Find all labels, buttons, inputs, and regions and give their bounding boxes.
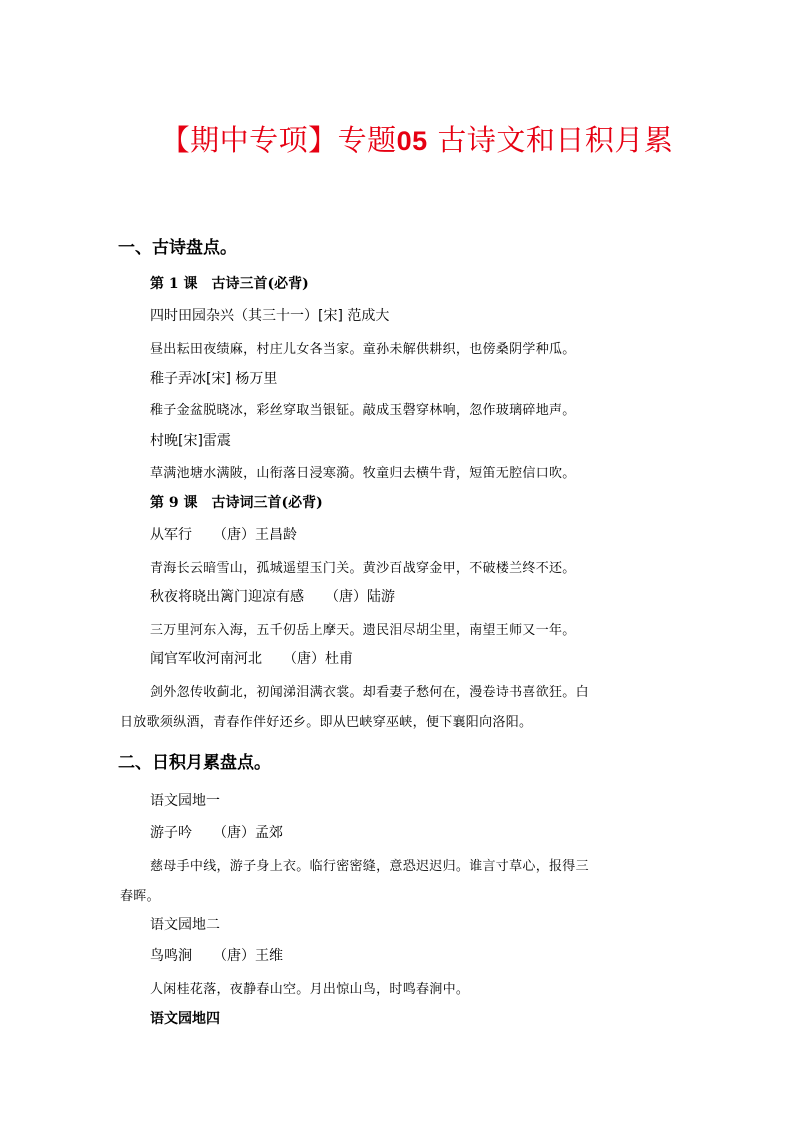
poem-title: 四时田园杂兴（其三十一）[宋] 范成大 [150, 308, 390, 324]
poem-text: 三万里河东入海，五千仞岳上摩天。遗民泪尽胡尘里，南望王师又一年。 [150, 623, 576, 638]
garden-heading: 语文园地四 [150, 1011, 220, 1027]
poem-title: 闻官军收河南河北 （唐）杜甫 [150, 651, 353, 667]
poem-text-line-2: 日放歌须纵酒，青春作伴好还乡。即从巴峡穿巫峡，便下襄阳向洛阳。 [120, 715, 533, 730]
poem-text: 草满池塘水满陂，山衔落日浸寒漪。牧童归去横牛背，短笛无腔信口吹。 [150, 466, 576, 481]
title-number: 05 [396, 126, 428, 156]
title-prefix: 【期中专项】专题 [160, 123, 397, 157]
poem-title: 稚子弄冰[宋] 杨万里 [150, 371, 278, 387]
poem-title: 村晚[宋]雷震 [150, 433, 231, 449]
poem-text: 稚子金盆脱晓冰，彩丝穿取当银钲。敲成玉磬穿林响，忽作玻璃碎地声。 [150, 403, 576, 418]
section-heading-daily: 二、日积月累盘点。 [118, 753, 271, 773]
poem-text: 青海长云暗雪山，孤城遥望玉门关。黄沙百战穿金甲，不破楼兰终不还。 [150, 561, 576, 576]
section-heading-poems: 一、古诗盘点。 [118, 238, 237, 258]
poem-text: 人闲桂花落，夜静春山空。月出惊山鸟，时鸣春涧中。 [150, 982, 470, 997]
poem-title: 秋夜将晓出篱门迎凉有感 （唐）陆游 [150, 589, 395, 605]
garden-heading: 语文园地一 [150, 793, 220, 809]
lesson-1-heading: 第 1 课 古诗三首(必背) [150, 276, 309, 292]
poem-text: 昼出耘田夜绩麻，村庄儿女各当家。童孙未解供耕织，也傍桑阴学种瓜。 [150, 342, 576, 357]
poem-title: 鸟鸣涧 （唐）王维 [150, 948, 283, 964]
poem-text-line-1: 剑外忽传收蓟北，初闻涕泪满衣裳。却看妻子愁何在，漫卷诗书喜欲狂。白 [150, 685, 589, 700]
poem-title: 游子吟 （唐）孟郊 [150, 825, 283, 841]
page-title [0, 118, 794, 159]
poem-text-line-1: 慈母手中线，游子身上衣。临行密密缝，意恐迟迟归。谁言寸草心，报得三 [150, 859, 589, 874]
poem-title: 从军行 （唐）王昌龄 [150, 527, 297, 543]
lesson-9-heading: 第 9 课 古诗词三首(必背) [150, 495, 323, 511]
poem-text-line-2: 春晖。 [120, 889, 160, 904]
title-suffix: 古诗文和日积月累 [427, 123, 674, 157]
garden-heading: 语文园地二 [150, 917, 220, 933]
